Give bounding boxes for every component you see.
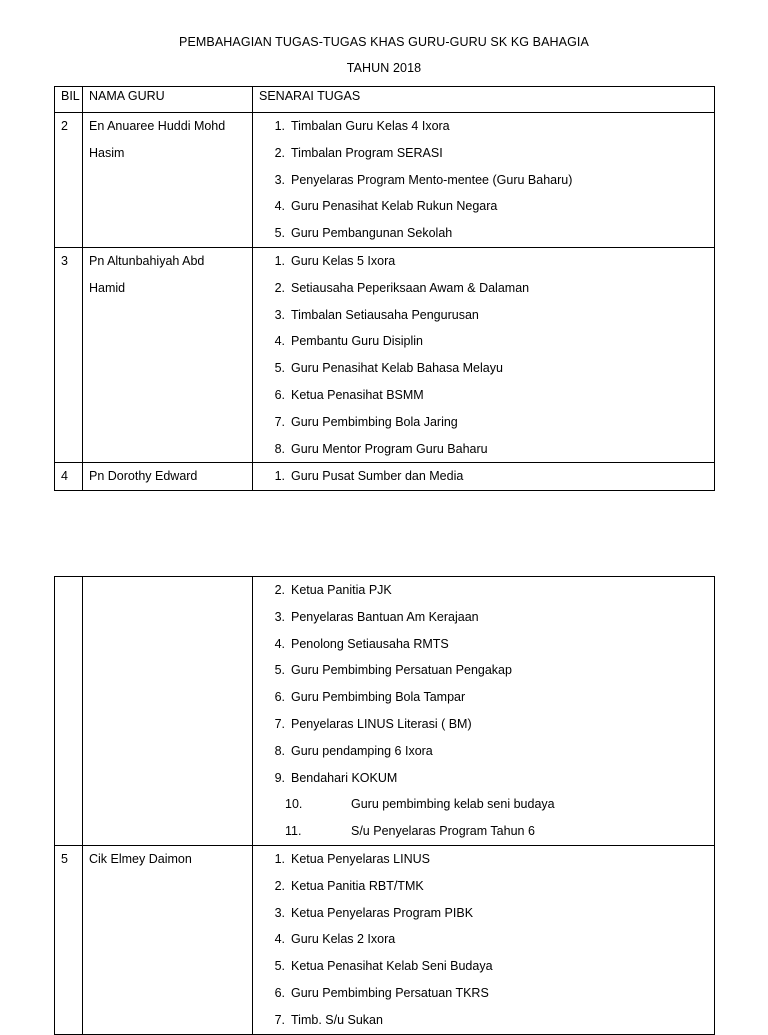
task-text: Ketua Penyelaras Program PIBK [291, 905, 474, 920]
task-number: 7. [274, 1012, 285, 1027]
table-row [55, 247, 715, 462]
task-number: 7. [274, 414, 285, 429]
task-text: Ketua Panitia PJK [291, 583, 392, 597]
task-text: Guru Pembangunan Sekolah [291, 226, 453, 241]
task-text: Guru pendamping 6 Ixora [291, 743, 433, 758]
row-task-list [253, 577, 715, 846]
task-text: Timbalan Program SERASI [291, 145, 443, 160]
teacher-name-line: En Anuaree Huddi Mohd [89, 119, 226, 133]
task-number: 5. [274, 959, 285, 974]
task-text: Ketua Panitia RBT/TMK [291, 878, 424, 893]
list-item [267, 684, 714, 711]
table-row [55, 463, 715, 491]
list-item [267, 167, 714, 194]
list-item [267, 275, 714, 302]
task-number: 2. [274, 878, 285, 893]
task-text: Guru Pembimbing Bola Tampar [291, 690, 466, 705]
task-number: 9. [274, 770, 285, 785]
table-row [55, 577, 715, 846]
task-number: 4. [274, 932, 285, 947]
task-number: 6. [274, 985, 285, 1000]
list-item [267, 657, 714, 684]
task-number: 8. [274, 743, 285, 758]
row-bil: 3 [55, 247, 83, 462]
list-item [267, 302, 714, 329]
task-text: Guru Penasihat Kelab Rukun Negara [291, 199, 498, 214]
task-number: 1. [274, 851, 285, 866]
task-text: Timb. S/u Sukan [291, 1012, 383, 1027]
list-item [267, 248, 714, 275]
list-item [267, 765, 714, 792]
task-number: 5. [274, 226, 285, 241]
task-number: 3. [274, 609, 285, 624]
task-text: Ketua Penasihat Kelab Seni Budaya [291, 959, 493, 974]
row-teacher-name [83, 577, 253, 846]
task-number: 3. [274, 905, 285, 920]
teacher-name-line: Pn Altunbahiyah Abd [89, 253, 205, 268]
teacher-name-line: Cik Elmey Daimon [89, 851, 192, 866]
list-item [267, 463, 714, 490]
task-number: 8. [274, 441, 285, 456]
task-number: 4. [274, 199, 285, 214]
row-bil: 2 [55, 113, 83, 248]
task-number: 5. [274, 663, 285, 678]
list-item [267, 140, 714, 167]
task-text: Penyelaras Bantuan Am Kerajaan [291, 609, 479, 624]
list-item [267, 846, 714, 873]
row-bil: 5 [55, 845, 83, 1034]
task-text: Bendahari KOKUM [291, 770, 398, 785]
task-text: Timbalan Setiausaha Pengurusan [291, 307, 479, 322]
task-text: Guru pembimbing kelab seni budaya [351, 797, 555, 812]
header-bil: BIL [55, 87, 83, 113]
task-number: 1. [274, 119, 285, 133]
task-number: 7. [274, 716, 285, 731]
task-number: 10. [285, 797, 303, 812]
task-number: 6. [274, 690, 285, 705]
duties-table-page-1 [54, 86, 715, 491]
list-item [267, 113, 714, 140]
document-year: TAHUN 2018 [346, 61, 422, 75]
list-item [267, 738, 714, 765]
task-number: 3. [274, 307, 285, 322]
list-item [267, 953, 714, 980]
duties-table-page-2 [54, 576, 715, 1035]
task-text: Penolong Setiausaha RMTS [291, 636, 449, 651]
header-nama-guru: NAMA GURU [83, 87, 253, 113]
document-title: PEMBAHAGIAN TUGAS-TUGAS KHAS GURU-GURU SK KG BAHAGIA [179, 35, 589, 49]
task-number: 5. [274, 361, 285, 376]
list-item [267, 328, 714, 355]
row-teacher-name [83, 247, 253, 462]
list-item [267, 577, 714, 604]
list-item [267, 711, 714, 738]
task-number: 4. [274, 636, 285, 651]
task-number: 2. [274, 145, 285, 160]
row-bil [55, 577, 83, 846]
row-task-list [253, 463, 715, 491]
task-text: Guru Pembimbing Bola Jaring [291, 414, 458, 429]
header-senarai-tugas: SENARAI TUGAS [253, 87, 715, 113]
task-number: 2. [274, 280, 285, 295]
task-text: Guru Pembimbing Persatuan Pengakap [291, 663, 512, 678]
task-number: 1. [274, 253, 285, 268]
list-item [267, 980, 714, 1007]
task-text: Penyelaras Program Mento-mentee (Guru Baharu) [291, 172, 573, 187]
task-text: Guru Kelas 5 Ixora [291, 253, 396, 268]
row-task-list [253, 845, 715, 1034]
task-number: 6. [274, 387, 285, 402]
list-item [267, 1007, 714, 1034]
task-text: Guru Kelas 2 Ixora [291, 932, 396, 947]
task-text: Timbalan Guru Kelas 4 Ixora [291, 119, 450, 133]
list-item [267, 220, 714, 247]
row-task-list [253, 247, 715, 462]
task-text: S/u Penyelaras Program Tahun 6 [351, 824, 535, 839]
task-text: Penyelaras LINUS Literasi ( BM) [291, 716, 472, 731]
table-row [55, 845, 715, 1034]
task-text: Guru Pusat Sumber dan Media [291, 469, 464, 484]
row-teacher-name [83, 463, 253, 491]
task-text: Setiausaha Peperiksaan Awam & Dalaman [291, 280, 530, 295]
row-teacher-name [83, 113, 253, 248]
task-number: 2. [274, 583, 285, 597]
list-item [267, 355, 714, 382]
task-text: Guru Mentor Program Guru Baharu [291, 441, 488, 456]
list-item [267, 900, 714, 927]
task-text: Guru Pembimbing Persatuan TKRS [291, 985, 489, 1000]
row-teacher-name [83, 845, 253, 1034]
task-number: 4. [274, 334, 285, 349]
task-number: 1. [274, 469, 285, 484]
list-item [267, 926, 714, 953]
teacher-name-line: Hasim [89, 145, 125, 160]
task-number: 3. [274, 172, 285, 187]
teacher-name-line: Hamid [89, 280, 126, 295]
table-row [55, 113, 715, 248]
task-text: Pembantu Guru Disiplin [291, 334, 424, 349]
row-bil: 4 [55, 463, 83, 491]
row-task-list [253, 113, 715, 248]
list-item [267, 382, 714, 409]
task-number: 11. [285, 824, 302, 839]
task-text: Ketua Penasihat BSMM [291, 387, 424, 402]
teacher-name-line: Pn Dorothy Edward [89, 469, 198, 484]
task-text: Guru Penasihat Kelab Bahasa Melayu [291, 361, 503, 376]
list-item [267, 791, 714, 818]
list-item [267, 193, 714, 220]
task-text: Ketua Penyelaras LINUS [291, 851, 430, 866]
list-item [267, 409, 714, 436]
list-item [267, 436, 714, 463]
table-header-row [55, 87, 715, 113]
list-item [267, 818, 714, 845]
list-item [267, 604, 714, 631]
list-item [267, 873, 714, 900]
list-item [267, 631, 714, 658]
